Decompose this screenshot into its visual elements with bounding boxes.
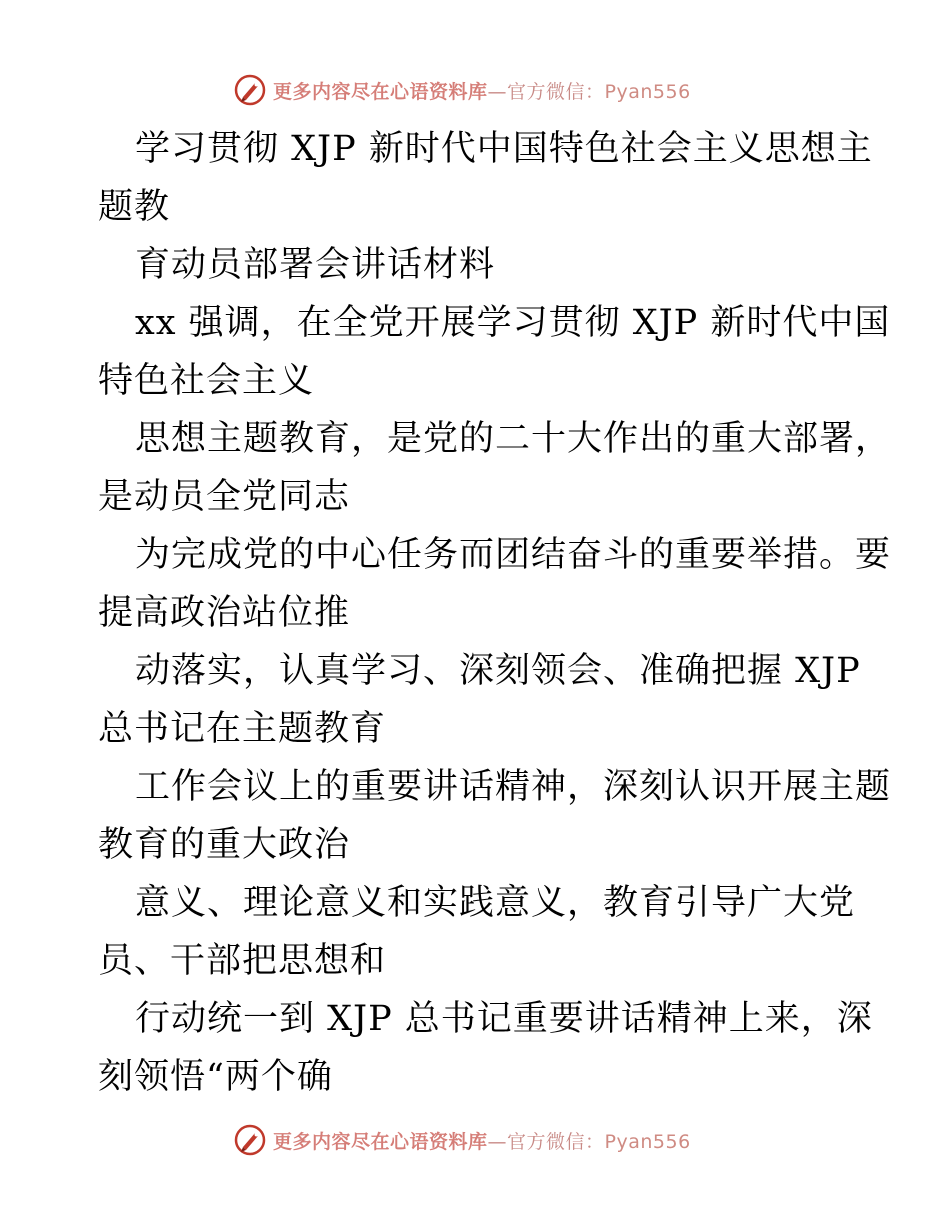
text-line: xx 强调，在全党开展学习贯彻 XJP 新时代中国: [135, 303, 891, 343]
watermark-id: Pyan556: [604, 80, 691, 103]
text-line: 动落实，认真学习、深刻领会、准确把握 XJP: [135, 651, 861, 691]
text-line: 学习贯彻 XJP 新时代中国特色社会主义思想主: [135, 129, 873, 169]
text-line: 刻领悟“两个确: [98, 1057, 333, 1097]
pen-logo-icon: [233, 1123, 267, 1157]
watermark-id: Pyan556: [604, 1130, 691, 1153]
watermark-brand: 更多内容尽在心语资料库: [273, 1130, 488, 1153]
footer-watermark: [233, 1122, 691, 1158]
text-line: 提高政治站位推: [98, 593, 351, 633]
text-line: 员、干部把思想和: [98, 941, 387, 981]
watermark-contact: 官方微信：: [507, 1130, 605, 1153]
text-line: 为完成党的中心任务而团结奋斗的重要举措。要: [135, 535, 892, 575]
text-line: 总书记在主题教育: [98, 709, 387, 749]
text-line: 行动统一到 XJP 总书记重要讲话精神上来，深: [135, 999, 873, 1039]
watermark-separator: —: [487, 80, 508, 103]
text-line: 是动员全党同志: [98, 477, 351, 517]
document-body: [98, 120, 892, 1106]
watermark-separator: —: [487, 1130, 508, 1153]
header-watermark: [233, 72, 691, 108]
text-line: 意义、理论意义和实践意义，教育引导广大党: [135, 883, 856, 923]
text-line: 题教: [98, 187, 171, 227]
pen-logo-icon: [233, 73, 267, 107]
text-line: 工作会议上的重要讲话精神，深刻认识开展主题: [135, 767, 892, 807]
watermark-text: [273, 1127, 691, 1154]
watermark-text: [273, 77, 691, 104]
text-line: 育动员部署会讲话材料: [135, 245, 496, 285]
watermark-brand: 更多内容尽在心语资料库: [273, 80, 488, 103]
watermark-contact: 官方微信：: [507, 80, 605, 103]
text-line: 思想主题教育，是党的二十大作出的重大部署，: [135, 419, 892, 459]
text-line: 教育的重大政治: [98, 825, 351, 865]
text-line: 特色社会主义: [98, 361, 315, 401]
